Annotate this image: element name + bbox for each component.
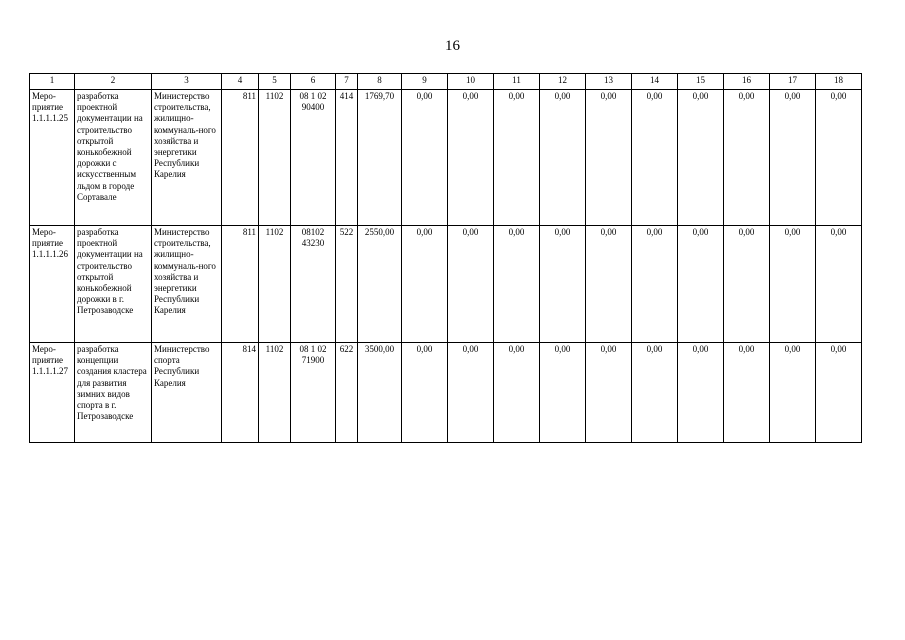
column-header: 16 — [724, 74, 770, 90]
column-header: 17 — [770, 74, 816, 90]
grbs-code: 811 — [222, 90, 259, 226]
table-row — [30, 90, 862, 226]
value-cell: 1769,70 — [358, 90, 402, 226]
value-cell: 0,00 — [402, 343, 448, 443]
value-cell: 0,00 — [816, 343, 862, 443]
value-cell: 3500,00 — [358, 343, 402, 443]
column-header: 4 — [222, 74, 259, 90]
grbs-code: 811 — [222, 226, 259, 343]
value-cell: 0,00 — [678, 90, 724, 226]
column-header: 18 — [816, 74, 862, 90]
column-header: 2 — [75, 74, 152, 90]
value-cell: 0,00 — [494, 226, 540, 343]
page-number: 16 — [445, 38, 460, 54]
column-number-row — [30, 74, 862, 90]
value-cell: 0,00 — [494, 343, 540, 443]
value-cell: 0,00 — [540, 343, 586, 443]
event-name: Меро-приятие 1.1.1.1.26 — [30, 226, 75, 343]
budget-table — [29, 73, 862, 443]
value-cell: 0,00 — [816, 90, 862, 226]
rzpr-code: 1102 — [259, 226, 291, 343]
value-cell: 0,00 — [724, 90, 770, 226]
event-executor: Министерство спорта Республики Карелия — [152, 343, 222, 443]
value-cell: 0,00 — [632, 343, 678, 443]
rzpr-code: 1102 — [259, 343, 291, 443]
value-cell: 0,00 — [540, 90, 586, 226]
event-executor: Министерство строительства, жилищно-коммуналь-ного хозяйства и энергетики Республики Карелия — [152, 226, 222, 343]
value-cell: 0,00 — [448, 226, 494, 343]
csr-code: 08 1 02 90400 — [291, 90, 336, 226]
grbs-code: 814 — [222, 343, 259, 443]
value-cell: 0,00 — [402, 90, 448, 226]
column-header: 3 — [152, 74, 222, 90]
value-cell: 0,00 — [632, 226, 678, 343]
value-cell: 0,00 — [678, 343, 724, 443]
column-header: 7 — [336, 74, 358, 90]
value-cell: 0,00 — [770, 90, 816, 226]
column-header: 12 — [540, 74, 586, 90]
value-cell: 0,00 — [402, 226, 448, 343]
value-cell: 0,00 — [770, 343, 816, 443]
csr-code: 08 1 02 71900 — [291, 343, 336, 443]
vr-code: 622 — [336, 343, 358, 443]
rzpr-code: 1102 — [259, 90, 291, 226]
value-cell: 0,00 — [494, 90, 540, 226]
csr-code: 08102 43230 — [291, 226, 336, 343]
value-cell: 0,00 — [632, 90, 678, 226]
value-cell: 0,00 — [540, 226, 586, 343]
column-header: 14 — [632, 74, 678, 90]
value-cell: 0,00 — [586, 343, 632, 443]
value-cell: 0,00 — [448, 343, 494, 443]
column-header: 10 — [448, 74, 494, 90]
column-header: 11 — [494, 74, 540, 90]
event-executor: Министерство строительства, жилищно-коммуналь-ного хозяйства и энергетики Республики Карелия — [152, 90, 222, 226]
column-header: 1 — [30, 74, 75, 90]
column-header: 8 — [358, 74, 402, 90]
value-cell: 0,00 — [724, 226, 770, 343]
event-name: Меро-приятие 1.1.1.1.27 — [30, 343, 75, 443]
column-header: 9 — [402, 74, 448, 90]
event-name: Меро-приятие 1.1.1.1.25 — [30, 90, 75, 226]
column-header: 15 — [678, 74, 724, 90]
table-row — [30, 343, 862, 443]
vr-code: 522 — [336, 226, 358, 343]
value-cell: 0,00 — [770, 226, 816, 343]
column-header: 6 — [291, 74, 336, 90]
value-cell: 0,00 — [448, 90, 494, 226]
value-cell: 0,00 — [586, 90, 632, 226]
vr-code: 414 — [336, 90, 358, 226]
event-description: разработка проектной документации на строительство открытой конькобежной дорожки с искусственным льдом в городе Сортавале — [75, 90, 152, 226]
value-cell: 2550,00 — [358, 226, 402, 343]
value-cell: 0,00 — [816, 226, 862, 343]
event-description: разработка проектной документации на строительство открытой конькобежной дорожки в г. Петрозаводске — [75, 226, 152, 343]
column-header: 5 — [259, 74, 291, 90]
table-row — [30, 226, 862, 343]
event-description: разработка концепции создания кластера для развития зимних видов спорта в г. Петрозаводске — [75, 343, 152, 443]
column-header: 13 — [586, 74, 632, 90]
value-cell: 0,00 — [586, 226, 632, 343]
value-cell: 0,00 — [678, 226, 724, 343]
value-cell: 0,00 — [724, 343, 770, 443]
